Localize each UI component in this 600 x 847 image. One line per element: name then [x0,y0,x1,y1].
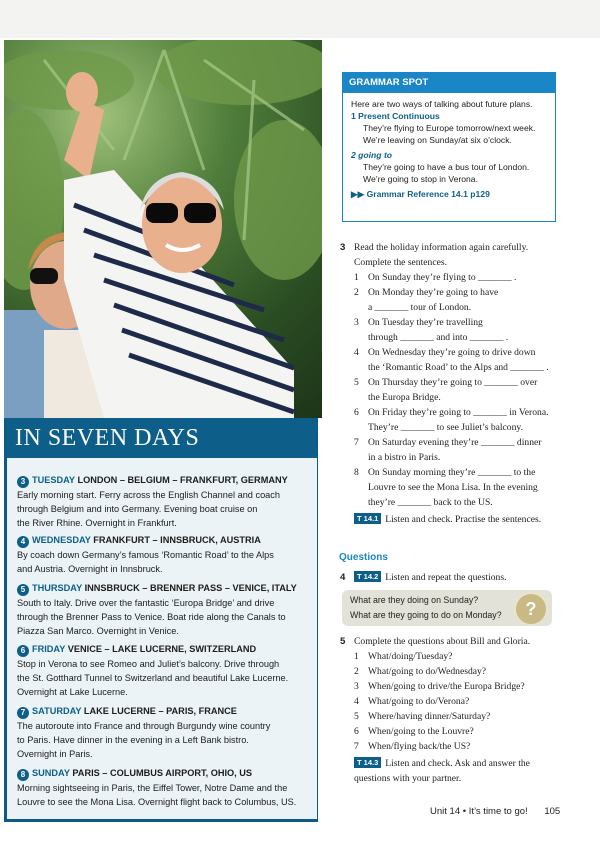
page-number: 105 [544,806,561,817]
day-item-saturday [17,704,309,761]
list-item-cont: They’re _______ to see Juliet’s balcony. [368,422,523,433]
day-text: to Paris. Have dinner in the evening in a Left Bank bistro. [17,735,249,745]
list-item-cont: the Europa Bridge. [368,392,441,403]
day-text: Stop in Verona to see Romeo and Juliet’s balcony. Drive through [17,659,280,669]
day-name: FRIDAY [32,644,66,654]
day-number: 7 [17,707,29,719]
day-text: Morning sightseeing in Paris, the Eiffel Tower, Notre Dame and the [17,783,288,793]
list-item: 2 What/going to do/Wednesday? [354,666,487,677]
exercise-instruction: Complete the questions about Bill and Gloria. [354,636,531,647]
listen-check-line: T 14.1 Listen and check. Practise the sentences. [354,512,584,527]
day-route: VENICE – LAKE LUCERNE, SWITZERLAND [67,644,257,654]
grammar-example: We’re going to stop in Verona. [363,174,478,184]
day-text: The autoroute into France and through Burgundy wine country [17,721,271,731]
grammar-heading-present-continuous: 1 Present Continuous [351,111,440,121]
grammar-spot-title: GRAMMAR SPOT [343,73,555,93]
list-item: 2 On Monday they’re going to have [354,287,499,298]
list-item: 1 What/doing/Tuesday? [354,651,453,662]
day-route: LAKE LUCERNE – PARIS, FRANCE [83,706,237,716]
exercise-number: 5 [340,636,346,647]
seven-days-title: IN SEVEN DAYS [15,425,200,451]
day-route: LONDON – BELGIUM – FRANKFURT, GERMANY [77,475,288,485]
grammar-example: They’re flying to Europe tomorrow/next week. [363,123,536,133]
list-item: 5 On Thursday they’re going to _______ over [354,377,538,388]
day-text: and Austria. Overnight in Innsbruck. [17,564,163,574]
audio-track-tag[interactable]: T 14.3 [354,757,381,768]
day-item-friday [17,642,309,699]
list-item: 3 When/going to drive/the Europa Bridge? [354,681,525,692]
day-number: 6 [17,645,29,657]
list-item: 8 On Sunday morning they’re _______ to the [354,467,536,478]
day-item-sunday [17,766,309,809]
day-name: TUESDAY [32,475,75,485]
exercise-instruction: Listen and repeat the questions. [385,572,507,583]
example-question: What are they doing on Sunday? [350,595,479,605]
list-item: 5 Where/having dinner/Saturday? [354,711,491,722]
audio-track-tag[interactable]: T 14.2 [354,571,381,582]
day-text: the River Rhine. Overnight in Frankfurt. [17,518,177,528]
list-item: 4 On Wednesday they’re going to drive down [354,347,536,358]
exercise-instruction: Complete the sentences. [354,257,447,268]
list-item: 6 When/going to the Louvre? [354,726,474,737]
page-footer [430,806,560,817]
questions-heading: Questions [339,552,388,563]
exercise-5 [340,634,584,786]
grammar-heading-going-to: 2 going to [351,150,393,160]
day-route: FRANKFURT – INNSBRUCK, AUSTRIA [93,535,261,545]
list-item-cont: Louvre to see the Mona Lisa. In the evening [368,482,538,493]
day-name: SUNDAY [32,768,70,778]
seven-days-panel [4,418,318,822]
day-number: 3 [17,476,29,488]
list-item: 7 When/flying back/the US? [354,741,471,752]
day-item-tuesday [17,473,309,530]
list-item: 6 On Friday they’re going to _______ in Verona. [354,407,549,418]
list-item: 3 On Tuesday they’re travelling [354,317,483,328]
grammar-spot-box [342,72,556,222]
exercise-number: 4 [340,572,346,583]
list-item-cont: the ‘Romantic Road’ to the Alps and _______ . [368,362,549,373]
day-number: 4 [17,536,29,548]
holiday-photo [4,40,322,418]
list-item: 4 What/going to do/Verona? [354,696,470,707]
day-name: SATURDAY [32,706,82,716]
day-name: WEDNESDAY [32,535,91,545]
day-item-thursday [17,581,309,638]
page-edge [0,0,600,38]
day-route: INNSBRUCK – BRENNER PASS – VENICE, ITALY [84,583,297,593]
list-item-cont: in a bistro in Paris. [368,452,441,463]
unit-title: Unit 14 • It’s time to go! [430,806,528,817]
day-text: South to Italy. Drive over the fantastic ‘Europa Bridge’ and drive [17,598,275,608]
exercise-3 [340,240,584,527]
day-text: through Belgium and into Germany. Evening boat cruise on [17,504,258,514]
day-item-wednesday [17,533,309,576]
day-text: Overnight in Paris. [17,749,93,759]
listen-check-line: T 14.3 Listen and check. Ask and answer the [354,756,584,771]
day-text: through the Brenner Pass to Venice. Boat ride along the Canals to [17,612,286,622]
day-route: PARIS – COLUMBUS AIRPORT, OHIO, US [72,768,253,778]
photo-illustration [4,40,322,418]
day-number: 8 [17,769,29,781]
list-item: 1 On Sunday they’re flying to _______ . [354,272,517,283]
day-text: the St. Gotthard Tunnel to Switzerland and beautiful Lake Lucerne. [17,673,289,683]
grammar-example: They’re going to have a bus tour of London. [363,162,530,172]
grammar-reference-link[interactable]: ▶▶ Grammar Reference 14.1 p129 [351,189,490,199]
exercise-4 [340,570,584,585]
exercise-number: 3 [340,242,346,253]
day-name: THURSDAY [32,583,83,593]
day-text: Overnight at Lake Lucerne. [17,687,128,697]
audio-track-tag[interactable]: T 14.1 [354,513,381,524]
list-item-cont: they’re _______ back to the US. [368,497,493,508]
exercise-instruction: questions with your partner. [354,773,462,784]
list-item: 7 On Saturday evening they’re _______ dinner [354,437,542,448]
example-question: What are they going to do on Monday? [350,610,502,620]
seven-days-header [7,418,317,458]
day-text: Early morning start. Ferry across the English Channel and coach [17,490,280,500]
list-item-cont: through _______ and into _______ . [368,332,509,343]
list-item-cont: a _______ tour of London. [368,302,472,313]
grammar-intro: Here are two ways of talking about future plans. [351,99,533,109]
day-number: 5 [17,584,29,596]
day-text: Louvre to see the Mona Lisa. Overnight flight back to Columbus, US. [17,797,297,807]
day-text: Piazza San Marco. Overnight in Venice. [17,626,179,636]
question-mark-icon: ? [514,592,548,626]
exercise-instruction: Read the holiday information again carefully. [354,242,529,253]
grammar-example: We’re leaving on Sunday/at six o’clock. [363,135,512,145]
day-text: By coach down Germany’s famous ‘Romantic Road’ to the Alps [17,550,274,560]
